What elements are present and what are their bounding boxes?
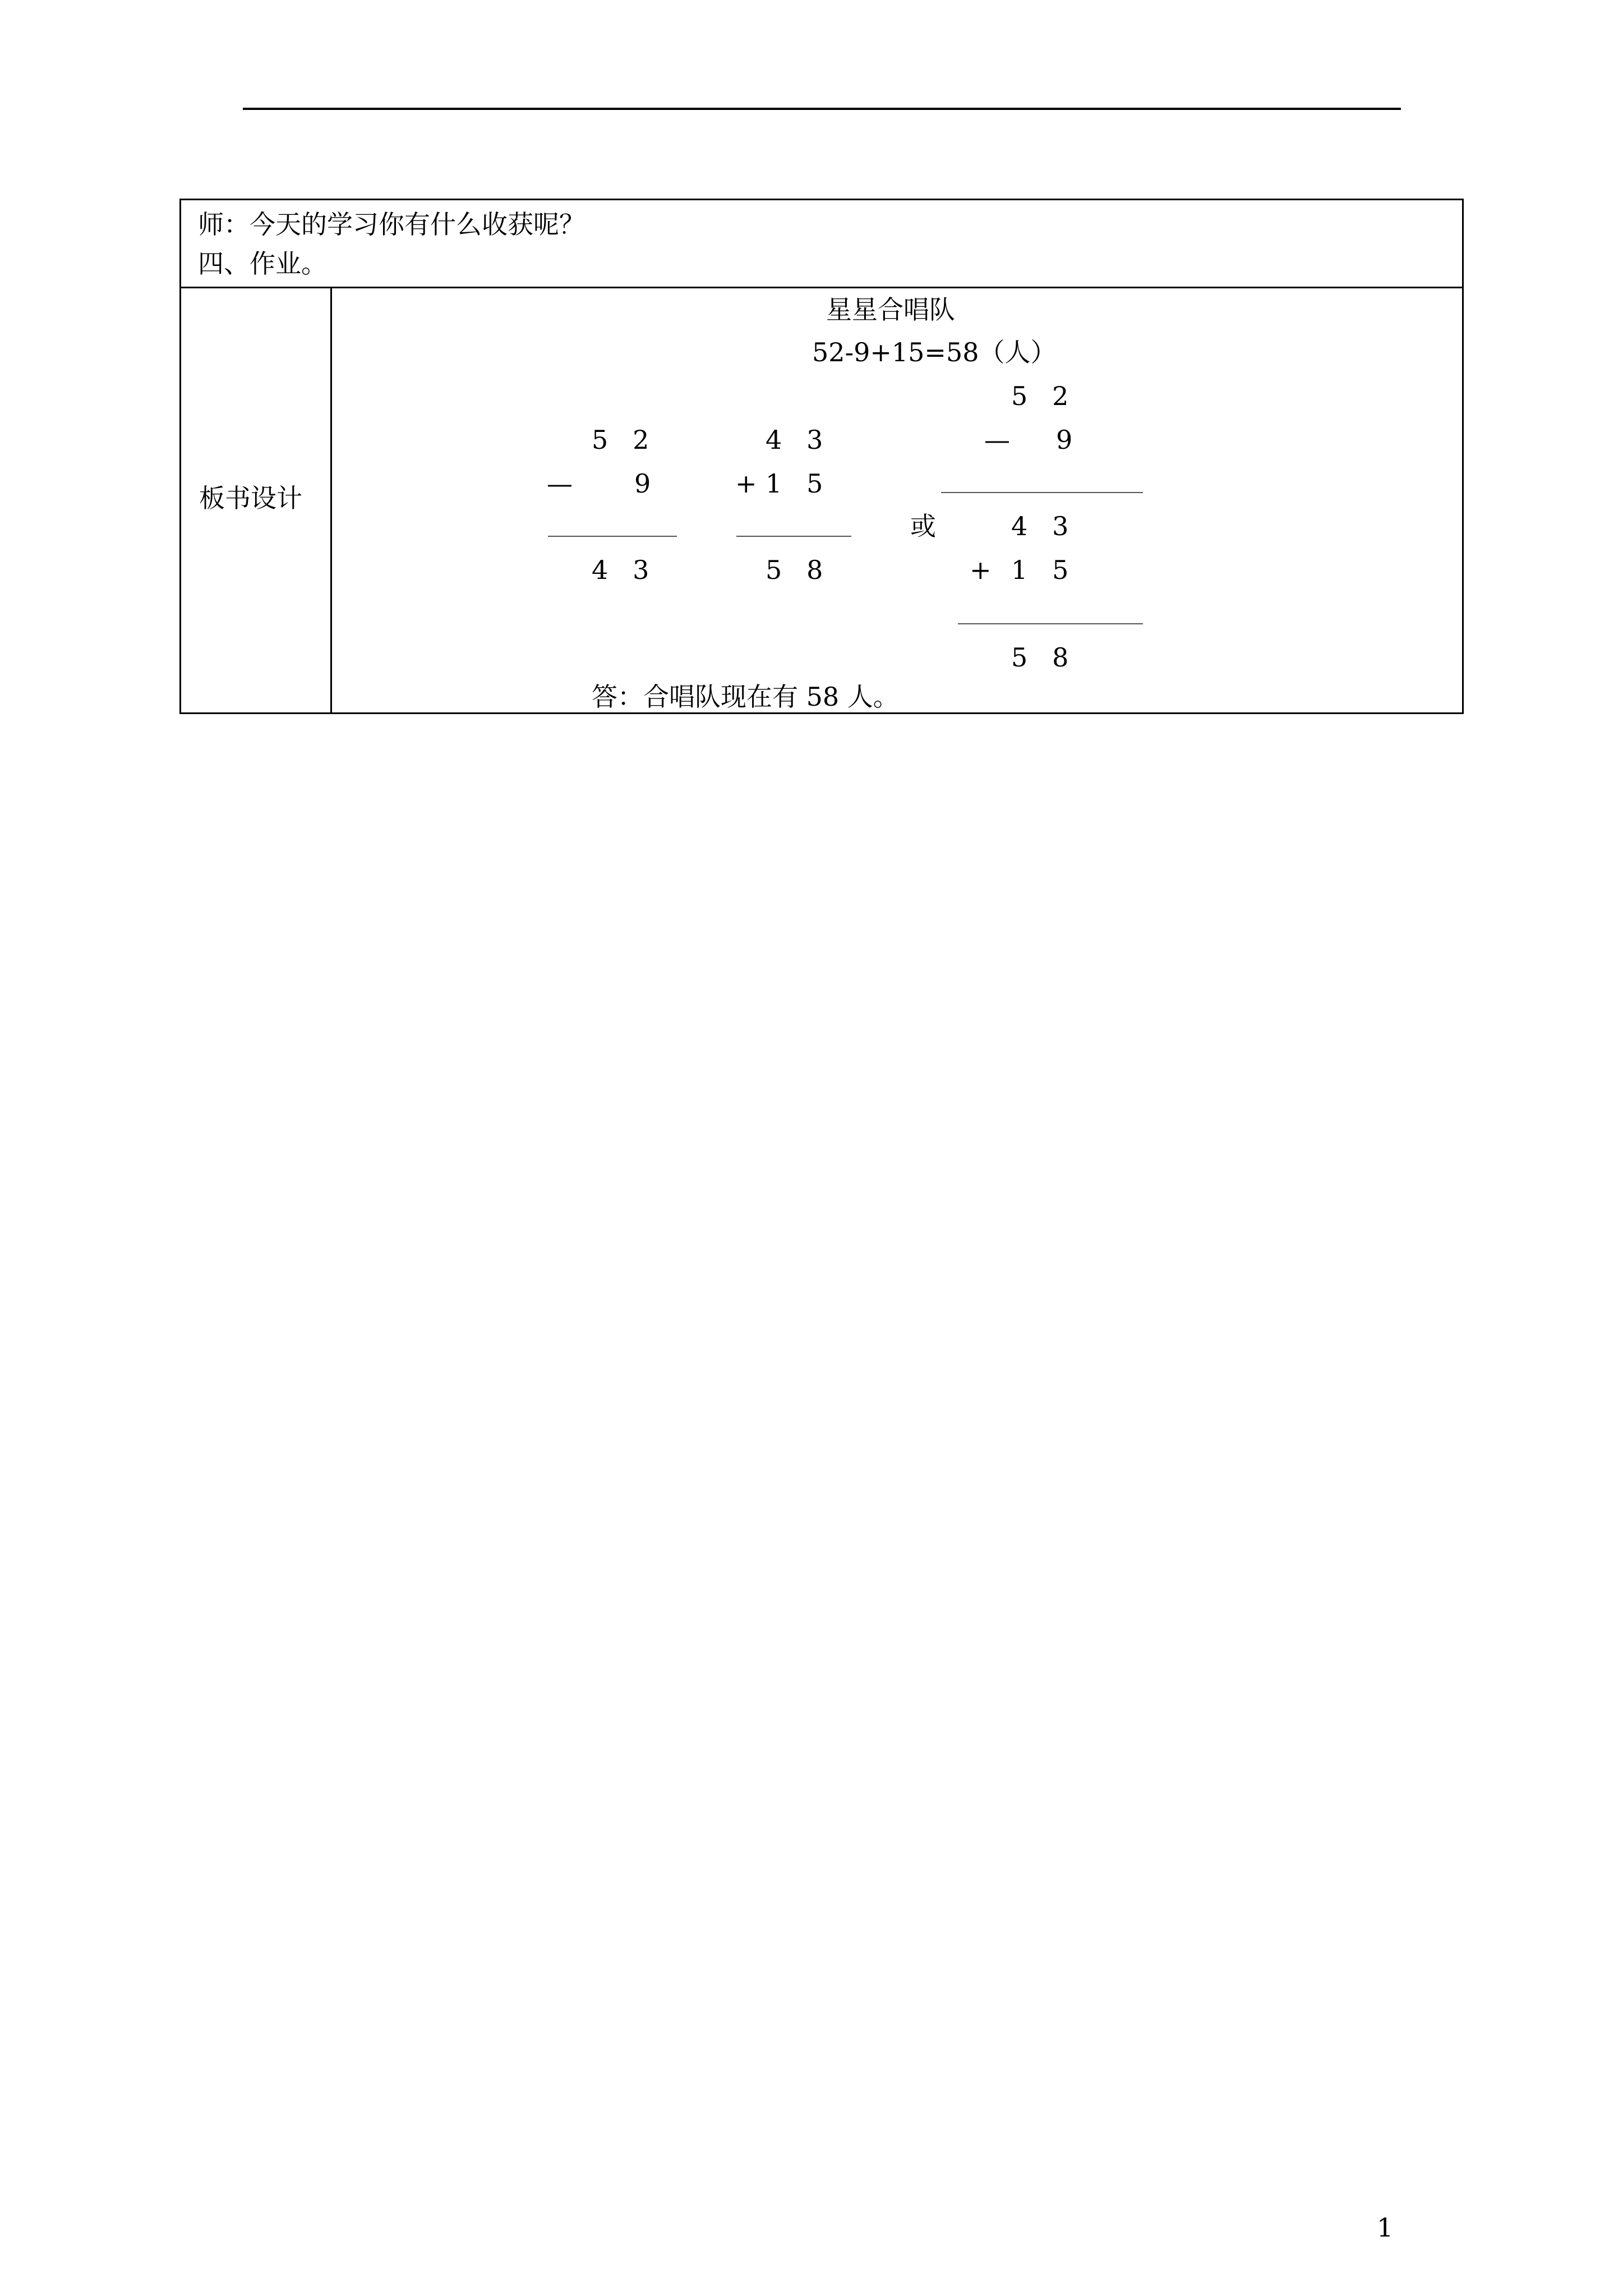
board-equation: 52-9+15=58（人）	[812, 337, 1057, 367]
homework-heading: 四、作业。	[198, 249, 327, 279]
calc2-row1: 4 3	[766, 425, 823, 455]
calc1-operator: —	[547, 468, 573, 499]
calc2-operator: +	[735, 468, 757, 499]
teacher-question: 师：今天的学习你有什么收获呢？	[198, 209, 585, 240]
calc2-result: 5 8	[766, 555, 823, 585]
board-design-label: 板书设计	[199, 483, 302, 513]
calc3-row1: 5 2	[1011, 381, 1069, 411]
calc1-rule	[548, 536, 677, 537]
board-title: 星星合唱队	[826, 295, 955, 325]
row-divider	[181, 287, 1462, 288]
calc3-row3: 4 3	[1011, 511, 1069, 541]
calc3-result: 5 8	[1011, 642, 1069, 673]
calc1-result: 4 3	[592, 555, 649, 585]
page-number: 1	[1377, 2212, 1394, 2243]
header-rule	[243, 108, 1401, 110]
calc1-row2: 9	[634, 468, 651, 499]
calc2-row2: 1 5	[766, 468, 823, 499]
calc3-row4: 1 5	[1011, 555, 1069, 585]
calc3-rule2	[958, 623, 1143, 624]
or-word: 或	[910, 511, 936, 541]
calc3-operator2: +	[970, 555, 992, 585]
calc2-rule	[736, 536, 851, 537]
calc3-operator1: —	[984, 425, 1010, 455]
calc3-row2: 9	[1056, 425, 1073, 455]
calc1-row1: 5 2	[592, 425, 649, 455]
calc3-rule1	[941, 492, 1143, 493]
lesson-table	[179, 199, 1464, 714]
column-divider	[330, 287, 332, 714]
board-answer: 答：合唱队现在有 58 人。	[592, 682, 899, 712]
